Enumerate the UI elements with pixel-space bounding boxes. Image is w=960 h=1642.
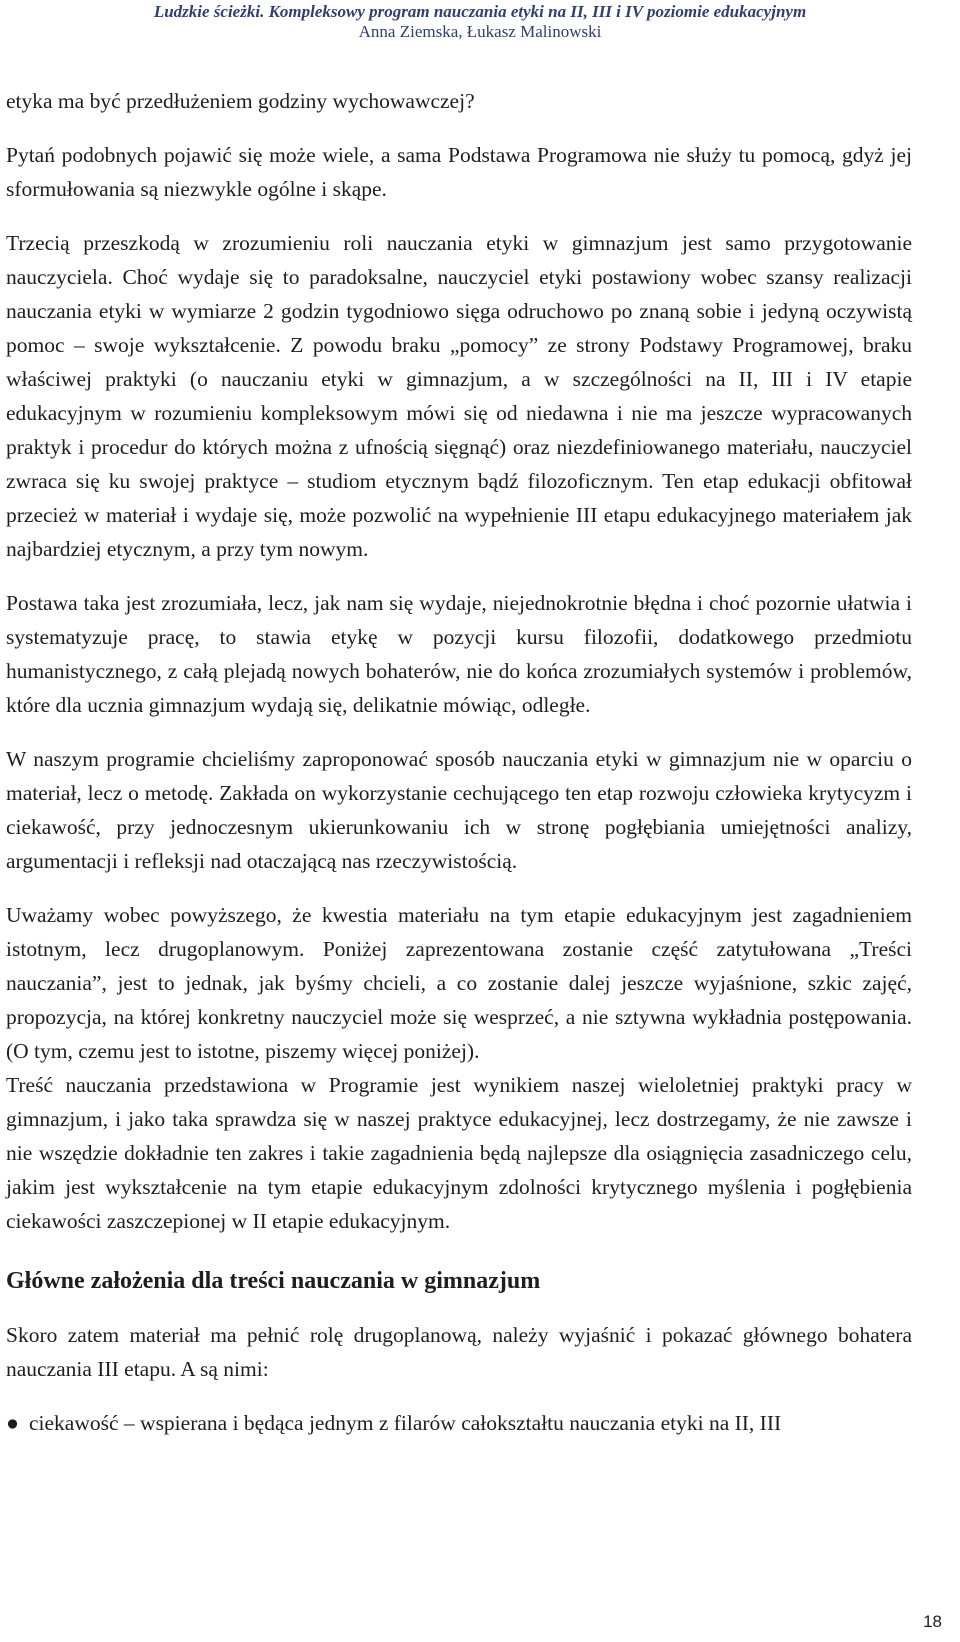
page-number: 18 bbox=[923, 1612, 942, 1631]
paragraph-5: W naszym programie chcieliśmy zaproponować sposób nauczania etyki w gimnazjum nie w oparciu o materiał, lecz o metodę. Zakłada on wykorzystanie cechującego ten etap rozwoju człowieka krytycyzm i ciekawość, przy jednoczesnym ukierunkowaniu ich w stronę pogłębiania umiejętności analizy, argumentacji i refleksji nad otaczającą nas rzeczywistością. bbox=[6, 747, 912, 873]
bullet-item bbox=[6, 1406, 912, 1440]
header-title: Ludzkie ścieżki. Kompleksowy program nauczania etyki na II, III i IV poziomie edukacyjnym bbox=[153, 2, 807, 21]
paragraph-2: Pytań podobnych pojawić się może wiele, a sama Podstawa Programowa nie służy tu pomocą, gdyż jej sformułowania są niezwykle ogólne i skąpe. bbox=[6, 143, 912, 201]
paragraph-7: Treść nauczania przedstawiona w Programie jest wynikiem naszej wieloletniej praktyki pracy w gimnazjum, i jako taka sprawdza się w naszej praktyce edukacyjnej, lecz dostrzegamy, że nie zawsze i nie wszędzie dokładnie ten zakres i takie zagadnienia będą najlepsze dla osiągnięcia zasadniczego celu, jakim jest wykształcenie na tym etapie edukacyjnym zdolności krytycznego myślenia i pogłębienia ciekawości zaszczepionej w II etapie edukacyjnym. bbox=[6, 1073, 912, 1233]
header-authors: Anna Ziemska, Łukasz Malinowski bbox=[358, 22, 602, 41]
bullet-text: ciekawość – wspierana i będąca jednym z filarów całokształtu nauczania etyki na II, III bbox=[29, 1411, 782, 1435]
paragraph-6: Uważamy wobec powyższego, że kwestia materiału na tym etapie edukacyjnym jest zagadnieniem istotnym, lecz drugoplanowym. Poniżej zaprezentowana zostanie część zatytułowana „Treści nauczania”, jest to jednak, jak byśmy chcieli, a co zostanie dalej jeszcze wyjaśnione, szkic zajęć, propozycja, na której konkretny nauczyciel może się wesprzeć, a nie sztywna wykładnia postępowania. (O tym, czemu jest to istotne, piszemy więcej poniżej). bbox=[6, 903, 912, 1063]
running-header bbox=[0, 2, 960, 42]
paragraph-3: Trzecią przeszkodą w zrozumieniu roli nauczania etyki w gimnazjum jest samo przygotowanie nauczyciela. Choć wydaje się to paradoksalne, nauczyciel etyki postawiony wobec szansy realizacji nauczania etyki w wymiarze 2 godzin tygodniowo sięga odruchowo po znaną sobie i jedyną oczywistą pomoc – swoje wykształcenie. Z powodu braku „pomocy” ze strony Podstawy Programowej, braku właściwej praktyki (o nauczaniu etyki w gimnazjum, a w szczególności na II, III i IV etapie edukacyjnym w rozumieniu kompleksowym mówi się od niedawna i nie ma jeszcze wypracowanych praktyk i procedur do których można z ufnością sięgnąć) oraz niezdefiniowanego materiału, nauczyciel zwraca się ku swojej praktyce – studiom etycznym bądź filozoficznym. Ten etap edukacji obfitował przecież w materiał i wydaje się, może pozwolić na wypełnienie III etapu edukacyjnego materiałem jak najbardziej etycznym, a przy tym nowym. bbox=[6, 231, 912, 561]
section-intro: Skoro zatem materiał ma pełnić rolę drugoplanową, należy wyjaśnić i pokazać głównego bohatera nauczania III etapu. A są nimi: bbox=[6, 1323, 912, 1381]
page-body bbox=[6, 84, 912, 1440]
paragraph-1: etyka ma być przedłużeniem godziny wychowawczej? bbox=[6, 89, 475, 113]
paragraph-4: Postawa taka jest zrozumiała, lecz, jak nam się wydaje, niejednokrotnie błędna i choć pozornie ułatwia i systematyzuje pracę, to stawia etykę w pozycji kursu filozofii, dodatkowego przedmiotu humanistycznego, z całą plejadą nowych bohaterów, nie do końca zrozumiałych systemów i problemów, które dla ucznia gimnazjum wydają się, delikatnie mówiąc, odległe. bbox=[6, 591, 912, 717]
bullet-dot-icon: ● bbox=[6, 1411, 19, 1435]
section-heading: Główne założenia dla treści nauczania w gimnazjum bbox=[6, 1268, 541, 1294]
